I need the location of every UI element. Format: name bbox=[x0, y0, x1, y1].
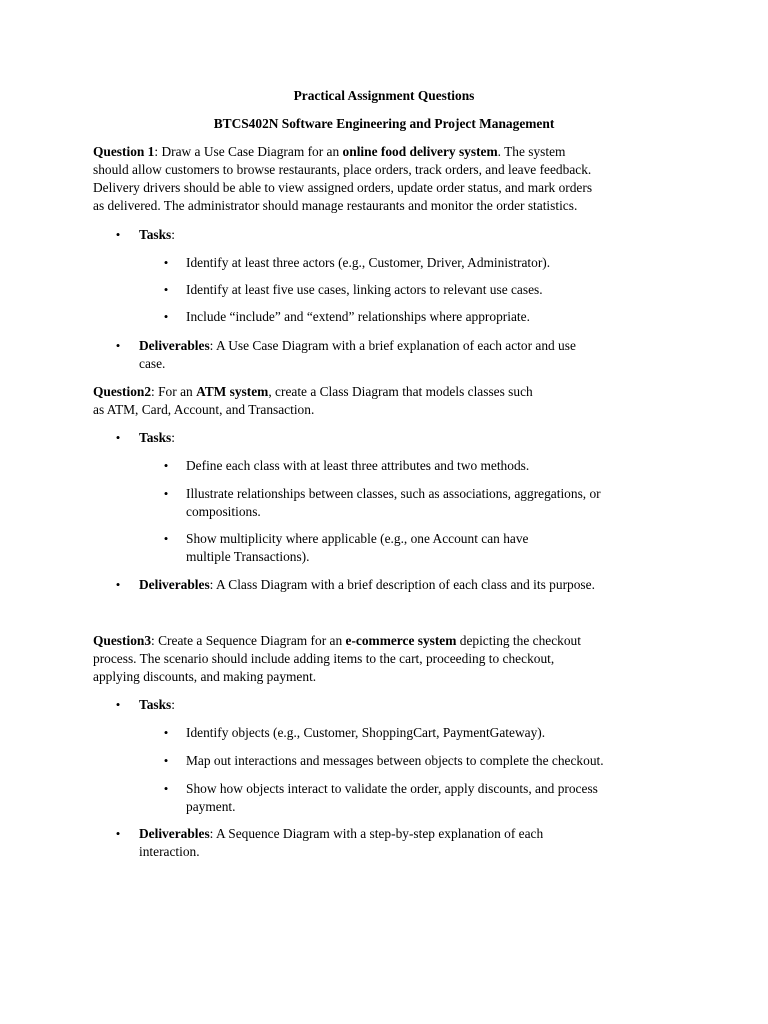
q3-paragraph-line-3: applying discounts, and making payment. bbox=[93, 669, 317, 684]
document-title: Practical Assignment Questions bbox=[293, 88, 475, 103]
q3-deliverables-line-2: interaction. bbox=[139, 844, 200, 859]
bullet-icon: • bbox=[115, 227, 121, 242]
q2-task-2-line-1: Illustrate relationships between classes, such as associations, aggregations, or bbox=[186, 486, 601, 501]
bullet-icon: • bbox=[163, 255, 169, 270]
q1-paragraph-line-4: as delivered. The administrator should manage restaurants and monitor the order statistics. bbox=[93, 198, 578, 213]
colon: : bbox=[171, 697, 176, 712]
bullet-icon: • bbox=[115, 338, 121, 353]
q2-paragraph-line-2: as ATM, Card, Account, and Transaction. bbox=[93, 402, 315, 417]
bullet-icon: • bbox=[163, 458, 169, 473]
q3-paragraph-line-1 bbox=[93, 632, 581, 650]
q1-paragraph-line-3: Delivery drivers should be able to view assigned orders, update order status, and mark orders bbox=[93, 180, 593, 195]
q3-task-2: Map out interactions and messages between objects to complete the checkout. bbox=[186, 753, 604, 768]
bullet-icon: • bbox=[115, 577, 121, 592]
bullet-icon: • bbox=[163, 753, 169, 768]
q2-system: ATM system bbox=[196, 384, 269, 399]
q2-deliverables-text: : A Class Diagram with a brief description of each class and its purpose. bbox=[209, 577, 595, 592]
deliverables-label: Deliverables bbox=[139, 577, 210, 592]
q3-deliverables-line-1 bbox=[139, 825, 543, 843]
q1-deliverables-line-1 bbox=[139, 337, 576, 355]
q2-label: Question2 bbox=[93, 384, 152, 399]
tasks-label: Tasks bbox=[139, 227, 172, 242]
deliverables-label: Deliverables bbox=[139, 338, 210, 353]
q3-task-3-line-1: Show how objects interact to validate the order, apply discounts, and process bbox=[186, 781, 598, 796]
bullet-icon: • bbox=[163, 781, 169, 796]
q2-task-3-line-2: multiple Transactions). bbox=[186, 549, 310, 564]
bullet-icon: • bbox=[163, 725, 169, 740]
q1-paragraph-line-2: should allow customers to browse restaurants, place orders, track orders, and leave feedback. bbox=[93, 162, 592, 177]
q3-intro-b: depicting the checkout bbox=[456, 633, 581, 648]
q2-task-2-line-2: compositions. bbox=[186, 504, 261, 519]
q2-task-3-line-1: Show multiplicity where applicable (e.g., one Account can have bbox=[186, 531, 529, 546]
q2-paragraph-line-1 bbox=[93, 383, 533, 401]
bullet-icon: • bbox=[163, 282, 169, 297]
q1-label: Question 1 bbox=[93, 144, 155, 159]
bullet-icon: • bbox=[163, 531, 169, 546]
q3-task-3-line-2: payment. bbox=[186, 799, 236, 814]
bullet-icon: • bbox=[163, 486, 169, 501]
q3-intro-a: : Create a Sequence Diagram for an bbox=[151, 633, 346, 648]
tasks-label: Tasks bbox=[139, 430, 172, 445]
q1-deliverables-a: : A Use Case Diagram with a brief explanation of each actor and use bbox=[209, 338, 576, 353]
q1-intro-b: . The system bbox=[497, 144, 566, 159]
q1-system: online food delivery system bbox=[342, 144, 498, 159]
q3-task-1: Identify objects (e.g., Customer, ShoppingCart, PaymentGateway). bbox=[186, 725, 546, 740]
q1-deliverables-line-2: case. bbox=[139, 356, 166, 371]
q3-tasks-heading bbox=[139, 696, 175, 714]
q1-tasks-heading bbox=[139, 226, 175, 244]
q1-task-3: Include “include” and “extend” relationships where appropriate. bbox=[186, 309, 530, 324]
q3-label: Question3 bbox=[93, 633, 152, 648]
q3-deliverables-a: : A Sequence Diagram with a step-by-step explanation of each bbox=[209, 826, 544, 841]
course-subtitle: BTCS402N Software Engineering and Project Management bbox=[213, 116, 555, 131]
q2-task-1: Define each class with at least three attributes and two methods. bbox=[186, 458, 530, 473]
bullet-icon: • bbox=[163, 309, 169, 324]
q1-intro-a: : Draw a Use Case Diagram for an bbox=[154, 144, 343, 159]
q3-system: e-commerce system bbox=[345, 633, 457, 648]
q1-paragraph-line-1 bbox=[93, 143, 565, 161]
tasks-label: Tasks bbox=[139, 697, 172, 712]
bullet-icon: • bbox=[115, 826, 121, 841]
deliverables-label: Deliverables bbox=[139, 826, 210, 841]
bullet-icon: • bbox=[115, 697, 121, 712]
q1-task-2: Identify at least five use cases, linking actors to relevant use cases. bbox=[186, 282, 543, 297]
q3-paragraph-line-2: process. The scenario should include adding items to the cart, proceeding to checkout, bbox=[93, 651, 555, 666]
q2-deliverables bbox=[139, 576, 595, 594]
q2-tasks-heading bbox=[139, 429, 175, 447]
q1-task-1: Identify at least three actors (e.g., Customer, Driver, Administrator). bbox=[186, 255, 551, 270]
q2-intro-b: , create a Class Diagram that models classes such bbox=[268, 384, 533, 399]
colon: : bbox=[171, 227, 176, 242]
colon: : bbox=[171, 430, 176, 445]
bullet-icon: • bbox=[115, 430, 121, 445]
q2-intro-a: : For an bbox=[151, 384, 197, 399]
